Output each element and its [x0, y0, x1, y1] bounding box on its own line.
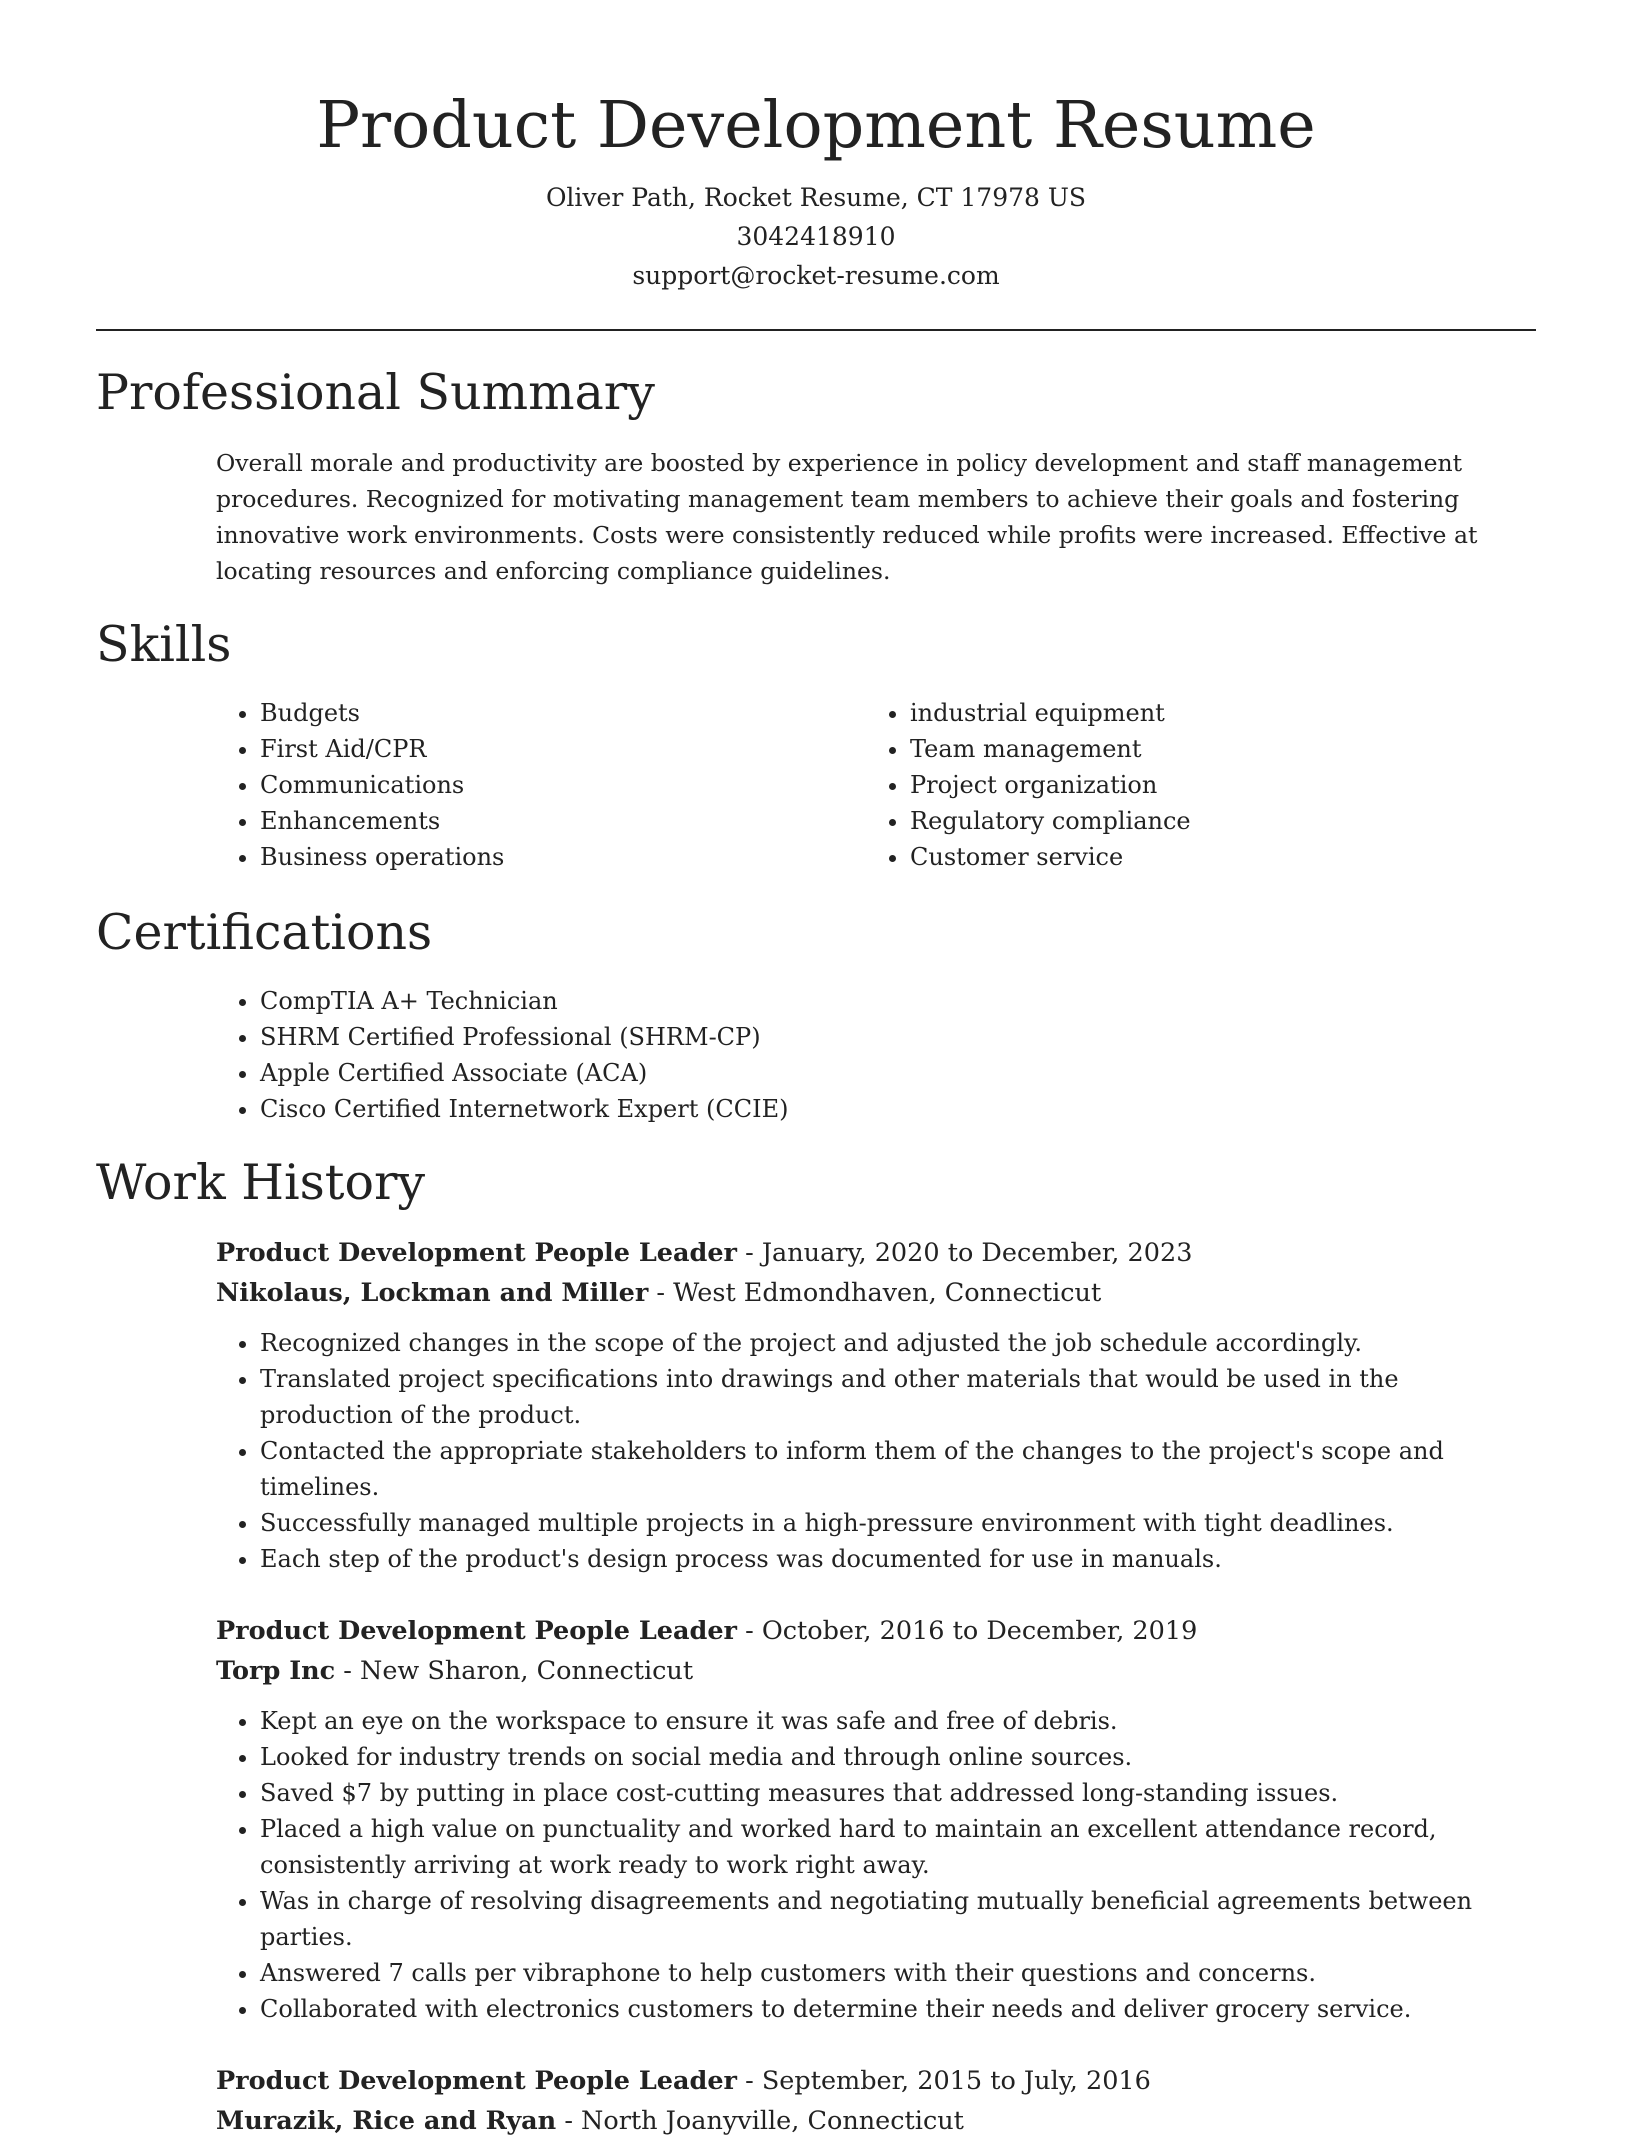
job-location: West Edmondhaven, Connecticut [673, 1278, 1102, 1308]
job-bullet: • Contacted the appropriate stakeholders to inform them of the changes to the project's scope and timelines. [260, 1433, 1536, 1505]
resume-page [96, 0, 1536, 2141]
job-title: Product Development People Leader [216, 1616, 737, 1646]
job-separator: - [736, 2066, 762, 2096]
job-bullet: • Collaborated with electronics customers to determine their needs and deliver grocery service. [260, 1991, 1536, 2027]
job-separator: - [648, 1278, 674, 1308]
job-bullet: • Translated project specifications into drawings and other materials that would be used in the production of the product. [260, 1361, 1536, 1433]
skill-item: • Regulatory compliance [910, 803, 1516, 839]
skills-column-left [216, 695, 866, 875]
skill-item: • industrial equipment [910, 695, 1516, 731]
job-title-line [216, 2061, 1536, 2101]
job-bullet: • Saved $7 by putting in place cost-cutting measures that addressed long-standing issues. [260, 1775, 1536, 1811]
job-entry [216, 1233, 1536, 1577]
skill-item: • Customer service [910, 839, 1516, 875]
job-title: Product Development People Leader [216, 1238, 737, 1268]
certification-item: • Apple Certified Associate (ACA) [260, 1055, 1536, 1091]
job-company-line [216, 2101, 1536, 2141]
job-separator: - [736, 1616, 762, 1646]
resume-title: Product Development Resume [316, 88, 1316, 163]
job-company-line [216, 1273, 1536, 1313]
job-bullet: • Kept an eye on the workspace to ensure it was safe and free of debris. [260, 1703, 1536, 1739]
contact-phone: 3042418910 [736, 222, 896, 251]
skill-item: • Budgets [260, 695, 866, 731]
skill-item: • Enhancements [260, 803, 866, 839]
skill-item: • Business operations [260, 839, 866, 875]
certifications-heading: Certifications [96, 904, 433, 961]
job-separator: - [556, 2106, 582, 2136]
job-company: Nikolaus, Lockman and Miller [216, 1278, 649, 1308]
job-separator: - [736, 1238, 762, 1268]
job-separator: - [335, 1656, 361, 1686]
contact-block [96, 178, 1536, 295]
job-bullets [216, 1325, 1536, 1577]
contact-email: support@rocket-resume.com [632, 261, 1000, 290]
job-dates: September, 2015 to July, 2016 [761, 2066, 1151, 2096]
summary-text: Overall morale and productivity are boosted by experience in policy development and staff management procedures. Recognized for motivating management team members to achieve their goals and fostering innovative work environments. Costs were consistently reduced while profits were increased. Effective at locating resources and enforcing compliance guidelines. [216, 449, 1478, 585]
contact-address: Oliver Path, Rocket Resume, CT 17978 US [545, 183, 1087, 212]
job-entry [216, 1611, 1536, 2027]
job-title-line [216, 1233, 1536, 1273]
header-divider [96, 329, 1536, 331]
job-bullet: • Looked for industry trends on social media and through online sources. [260, 1739, 1536, 1775]
certification-item: • SHRM Certified Professional (SHRM-CP) [260, 1019, 1536, 1055]
skill-item: • Communications [260, 767, 866, 803]
job-bullets [216, 1703, 1536, 2027]
job-location: New Sharon, Connecticut [360, 1656, 694, 1686]
job-company-line [216, 1651, 1536, 1691]
job-bullet: • Placed a high value on punctuality and worked hard to maintain an excellent attendance record, consistently arriving at work ready to work right away. [260, 1811, 1536, 1883]
certification-item: • CompTIA A+ Technician [260, 983, 1536, 1019]
skill-item: • First Aid/CPR [260, 731, 866, 767]
summary-heading: Professional Summary [96, 364, 655, 421]
job-bullet: • Was in charge of resolving disagreements and negotiating mutually beneficial agreements between parties. [260, 1883, 1536, 1955]
certification-item: • Cisco Certified Internetwork Expert (CCIE) [260, 1091, 1536, 1127]
job-bullet: • Successfully managed multiple projects in a high-pressure environment with tight deadlines. [260, 1505, 1536, 1541]
certifications-bullets [216, 983, 1536, 1127]
job-company: Torp Inc [216, 1656, 336, 1686]
job-dates: October, 2016 to December, 2019 [761, 1616, 1198, 1646]
job-title-line [216, 1611, 1536, 1651]
job-bullet: • Each step of the product's design process was documented for use in manuals. [260, 1541, 1536, 1577]
skills-list [216, 695, 1536, 875]
skill-item: • Team management [910, 731, 1516, 767]
job-entry [216, 2061, 1536, 2141]
job-company: Murazik, Rice and Ryan [216, 2106, 557, 2136]
skills-heading: Skills [96, 616, 232, 673]
skill-item: • Project organization [910, 767, 1516, 803]
certifications-list [216, 983, 1536, 1127]
job-dates: January, 2020 to December, 2023 [761, 1238, 1193, 1268]
job-bullet: • Recognized changes in the scope of the project and adjusted the job schedule accordingly. [260, 1325, 1536, 1361]
skills-column-right [866, 695, 1516, 875]
job-title: Product Development People Leader [216, 2066, 737, 2096]
job-location: North Joanyville, Connecticut [581, 2106, 964, 2136]
job-bullet: • Answered 7 calls per vibraphone to help customers with their questions and concerns. [260, 1955, 1536, 1991]
work-history-heading: Work History [96, 1154, 426, 1211]
